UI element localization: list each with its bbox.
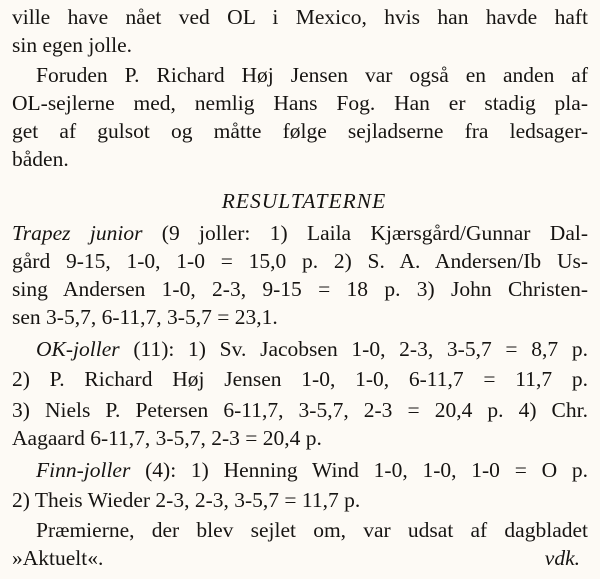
- trapez-line-2: gård 9-15, 1-0, 1-0 = 15,0 p. 2) S. A. Andersen/Ib Us-: [12, 249, 588, 273]
- ok-line-1: [0, 335, 600, 363]
- ok-line-3: 3) Niels P. Petersen 6-11,7, 3-5,7, 2-3 = 20,4 p. 4) Chr.: [12, 398, 588, 422]
- closing-line-2-row: [0, 544, 600, 572]
- trapez-class-name: Trapez junior: [12, 221, 143, 245]
- para2-line-4: båden.: [12, 147, 69, 171]
- ok-class-name: OK-joller: [36, 337, 120, 361]
- trapez-line-1-rest: (9 joller: 1) Laila Kjærsgård/Gunnar Dal-: [142, 221, 588, 245]
- ok-line-2: 2) P. Richard Høj Jensen 1-0, 1-0, 6-11,7 = 11,7 p.: [12, 367, 588, 391]
- trapez-line-3: sing Andersen 1-0, 2-3, 9-15 = 18 p. 3) John Christen-: [12, 277, 588, 301]
- finn-line-1-rest: (4): 1) Henning Wind 1-0, 1-0, 1-0 = O p.: [130, 458, 588, 482]
- ok-line-1-rest: (11): 1) Sv. Jacobsen 1-0, 2-3, 3-5,7 = 8,7 p.: [119, 337, 588, 361]
- ok-line-4: Aagaard 6-11,7, 3-5,7, 2-3 = 20,4 p.: [12, 426, 322, 450]
- finn-line-1: [0, 456, 600, 484]
- trapez-line-4: sen 3-5,7, 6-11,7, 3-5,7 = 23,1.: [12, 305, 278, 329]
- trapez-line-1: [0, 219, 600, 247]
- para2-line-2: OL-sejlerne med, nemlig Hans Fog. Han er stadig pla-: [12, 91, 588, 115]
- finn-line-2: 2) Theis Wieder 2-3, 2-3, 3-5,7 = 11,7 p.: [12, 488, 361, 512]
- intro-line-2: sin egen jolle.: [12, 33, 133, 57]
- closing-line-1: Præmierne, der blev sejlet om, var udsat af dagbladet: [36, 518, 588, 542]
- signature: vdk.: [544, 546, 580, 570]
- intro-line-1: ville have nået ved OL i Mexico, hvis han havde haft: [12, 5, 588, 29]
- finn-class-name: Finn-joller: [36, 458, 131, 482]
- results-heading: RESULTATERNE: [221, 189, 387, 213]
- para2-line-3: get af gulsot og måtte følge sejladserne fra ledsager-: [12, 119, 588, 143]
- closing-line-2: »Aktuelt«.: [12, 546, 104, 570]
- para2-line-1: Foruden P. Richard Høj Jensen var også en anden af: [36, 63, 588, 87]
